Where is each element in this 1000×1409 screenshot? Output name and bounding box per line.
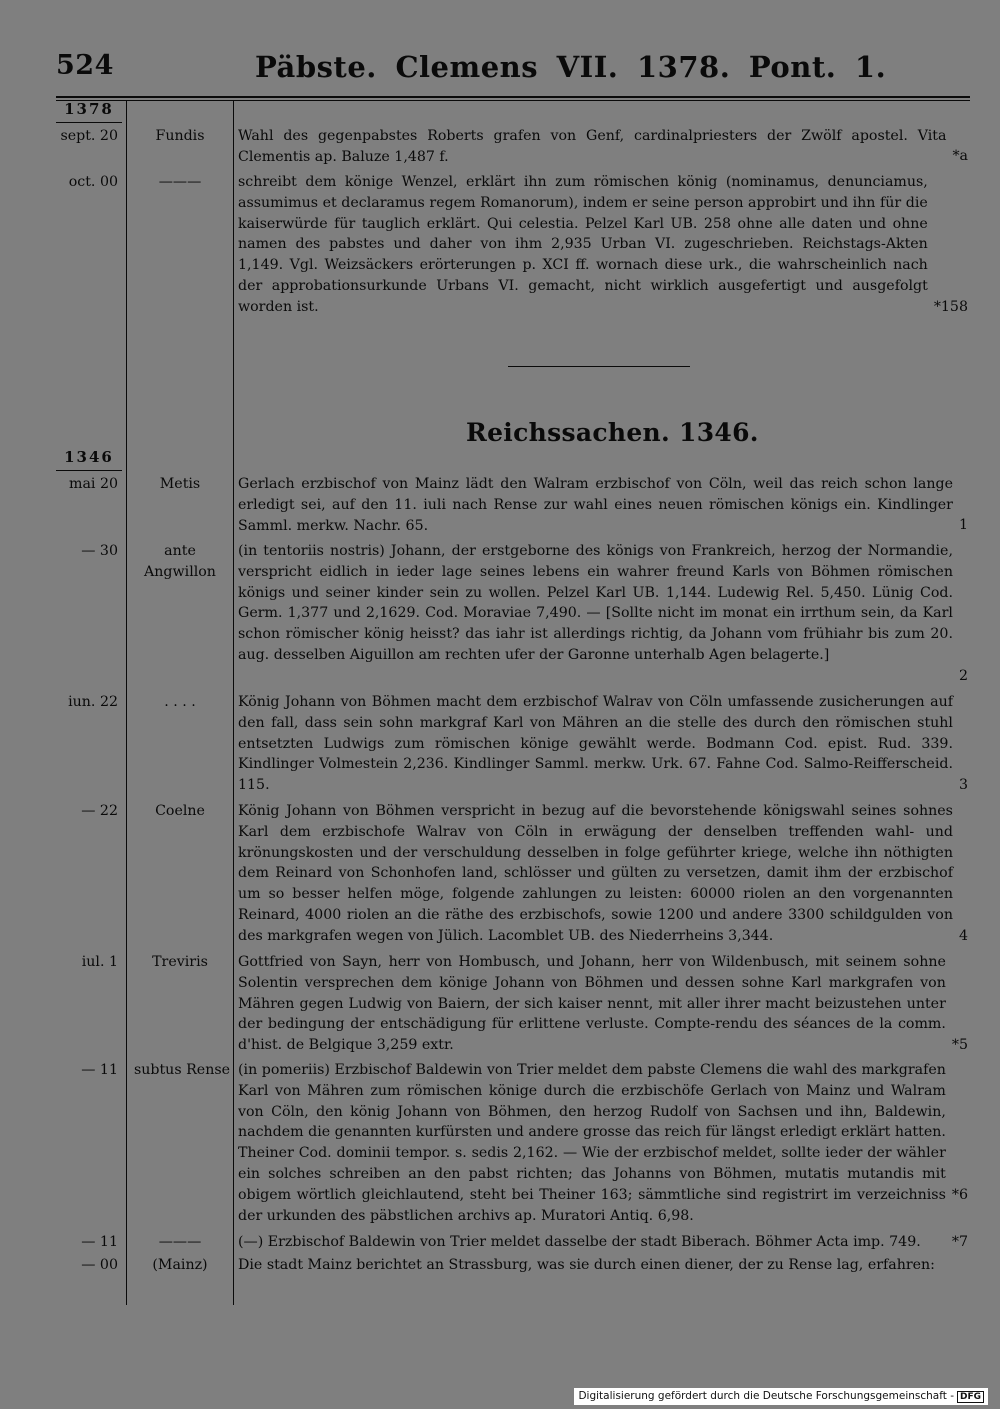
column-rule-date <box>126 100 127 1305</box>
entry-number: *a <box>952 148 968 164</box>
entry-place: subtus Rense <box>133 1062 231 1078</box>
entry-number: 1 <box>958 517 968 533</box>
year-underline <box>56 470 122 471</box>
entry-text: *6 (in pomeriis) Erzbischof Baldewin von Trier meldet dem pabste Clemens die wahl des markgrafen Karl von Mähren zum römischen könige durch die erzbischöfe Gerlach von Mainz und Walram von Cöln, den könig Johann von Böhmen, den herzog Rudolf von Sachsen und ihn, Baldewin, nachdem die genannten kurfürsten und andere grosse das reich für längst erledigt erklärt hatten. Theiner Cod. dominii tempor. s. sedis 2,162. — Wie der erzbischof meldet, sollte ieder der wähler ein solches schreiben an den pabst richten; das Johanns von Böhmen, mutatis mutandis mit obigem wörtlich gleichlautend, steht bei Theiner 163; sämmtliche sind registrirt im verzeichniss der urkunden des päbstlichen archivs ap. Muratori Antiq. 6,98. <box>238 1062 968 1224</box>
entry-place: (Mainz) <box>152 1257 208 1273</box>
entry-date: oct. 00 <box>68 174 118 190</box>
entry-date: iul. 1 <box>81 954 118 970</box>
entry-place: Coelne <box>155 803 205 819</box>
entry-number: 3 <box>958 777 968 793</box>
entry-date: sept. 20 <box>60 128 118 144</box>
entry-place: ante Angwillon <box>144 543 216 580</box>
page-number: 524 <box>56 50 114 81</box>
top-rule <box>56 96 970 101</box>
entry-number: *158 <box>933 299 968 315</box>
entry-number: 2 <box>958 668 968 684</box>
entry-place: Treviris <box>152 954 208 970</box>
entry-text: Die stadt Mainz berichtet an Strassburg, was sie durch einen diener, der zu Rense lag, erfahren: <box>238 1257 935 1273</box>
entry-date: — 11 <box>81 1062 118 1078</box>
entry-text: 2 (in tentoriis nostris) Johann, der erstgeborne des königs von Frankreich, herzog der Normandie, verspricht eidlich in ieder lage seines lebens ein wahrer freund Karls von Böhmen römischen königs und seiner kinder sein zu wollen. Pelzel Karl UB. 1,144. Ludewig Rel. 5,450. Lünig Cod. Germ. 1,377 und 2,1629. Cod. Moraviae 7,490. — [Sollte nicht im monat ein irrthum sein, da Karl schon römischer könig heisst? das iahr ist allerdings richtig, da Johann vom frühiahr bis zum 20. aug. desselben Aiguillon am rechten ufer der Garonne unterhalb Agen belagerte.] <box>238 541 968 687</box>
entry-date: — 30 <box>81 543 118 559</box>
entry-date: — 11 <box>81 1234 118 1250</box>
page-title: Päbste. Clemens VII. 1378. Pont. 1. <box>255 50 887 84</box>
entry-place: ——— <box>158 174 202 190</box>
entry-number: *5 <box>951 1037 968 1053</box>
dfg-logo: DFG <box>957 1391 984 1403</box>
year-underline <box>56 122 122 123</box>
entry-date: — 00 <box>81 1257 118 1273</box>
entry-text: *5 Gottfried von Sayn, herr von Hombusch, und Johann, herr von Wildenbusch, mit seinem sohne Solentin versprechen dem könige Johann von Böhmen und dessen sohne Karl markgrafen von Mähren gegen Ludwig von Baiern, der sich kaiser nennt, mit aller ihrer macht beizustehen unter der bedingung der entschädigung für erlittene verluste. Compte-rendu des séances de la comm. d'hist. de Belgique 3,259 extr. <box>238 952 968 1056</box>
entry-text: *158 schreibt dem könige Wenzel, erklärt ihn zum römischen könig (nominamus, denunciamus, assumimus et declaramus regem Romanorum), indem er seine person approbirt und ihn für die kaiserwürde für tauglich erklärt. Qui celestia. Pelzel Karl UB. 258 ohne alle daten und ohne namen des pabstes und daher von ihm 2,935 Urban VI. zugeschrieben. Reichstags-Akten 1,149. Vgl. Weizsäckers erörterungen p. XCI ff. wornach diese urk., die wahrscheinlich nach der approbationsurkunde Urbans VI. gemacht, nicht wirklich ausgefertigt und ausgefolgt worden ist. <box>238 172 968 318</box>
entry-number: *6 <box>951 1187 968 1203</box>
year-1346: 1346 <box>64 448 114 466</box>
entry-place: Metis <box>159 476 201 492</box>
entry-date: mai 20 <box>68 476 118 492</box>
center-separator <box>508 366 690 367</box>
entry-number: *7 <box>951 1234 968 1250</box>
footer-credit: Digitalisierung gefördert durch die Deutsche Forschungsgemeinschaft - DFG <box>574 1388 988 1405</box>
section-title: Reichssachen. 1346. <box>466 418 759 447</box>
entry-place: Fundis <box>155 128 205 144</box>
entry-place: . . . . <box>164 694 196 710</box>
entry-place: ——— <box>158 1234 202 1250</box>
entry-text: 4 König Johann von Böhmen verspricht in bezug auf die bevorstehende königswahl seines sohnes Karl dem erzbischofe Walrav von Cöln in erwägung der denselben treffenden wahl- und krönungskosten und der verschuldung desselben in folge geführter kriege, welche ihn nöthigten dem Reinard von Schonhofen land, schlösser und gülten zu versetzen, damit ihm der erzbischof um so besser helfen möge, folgende zahlungen zu leisten: 60000 riolen an den vorgenannten Reinard, 4000 riolen an die räthe des erzbischofs, sowie 1200 und andere 3300 schildgulden von des markgrafen wegen von Jülich. Lacomblet UB. des Niederrheins 3,344. <box>238 801 968 947</box>
entry-text: 1 Gerlach erzbischof von Mainz lädt den Walram erzbischof von Cöln, weil das reich schon lange erledigt sei, auf den 11. iuli nach Rense zur wahl eines neuen römischen königs ein. Kindlinger Samml. merkw. Nachr. 65. <box>238 474 968 536</box>
entry-text: 3 König Johann von Böhmen macht dem erzbischof Walrav von Cöln umfassende zusicherungen auf den fall, dass sein sohn markgraf Karl von Mähren an die stelle des durch den römischen stuhl entsetzten Ludwigs zum römischen könige gewählt werde. Bodmann Cod. epist. Rud. 339. Kindlinger Volmestein 2,236. Kindlinger Samml. merkw. Urk. 67. Fahne Cod. Salmo-Reifferscheid. 115. <box>238 692 968 796</box>
column-rule-place <box>233 100 234 1305</box>
entry-date: iun. 22 <box>68 694 118 710</box>
entry-text: *7 (—) Erzbischof Baldewin von Trier meldet dasselbe der stadt Biberach. Böhmer Acta imp. 749. <box>238 1232 968 1253</box>
entry-number: 4 <box>958 928 968 944</box>
year-1378: 1378 <box>64 100 114 118</box>
entry-date: — 22 <box>81 803 118 819</box>
entry-text: *a Wahl des gegenpabstes Roberts grafen von Genf, cardinalpriesters der Zwölf apostel. Vita Clementis ap. Baluze 1,487 f. <box>238 128 968 165</box>
